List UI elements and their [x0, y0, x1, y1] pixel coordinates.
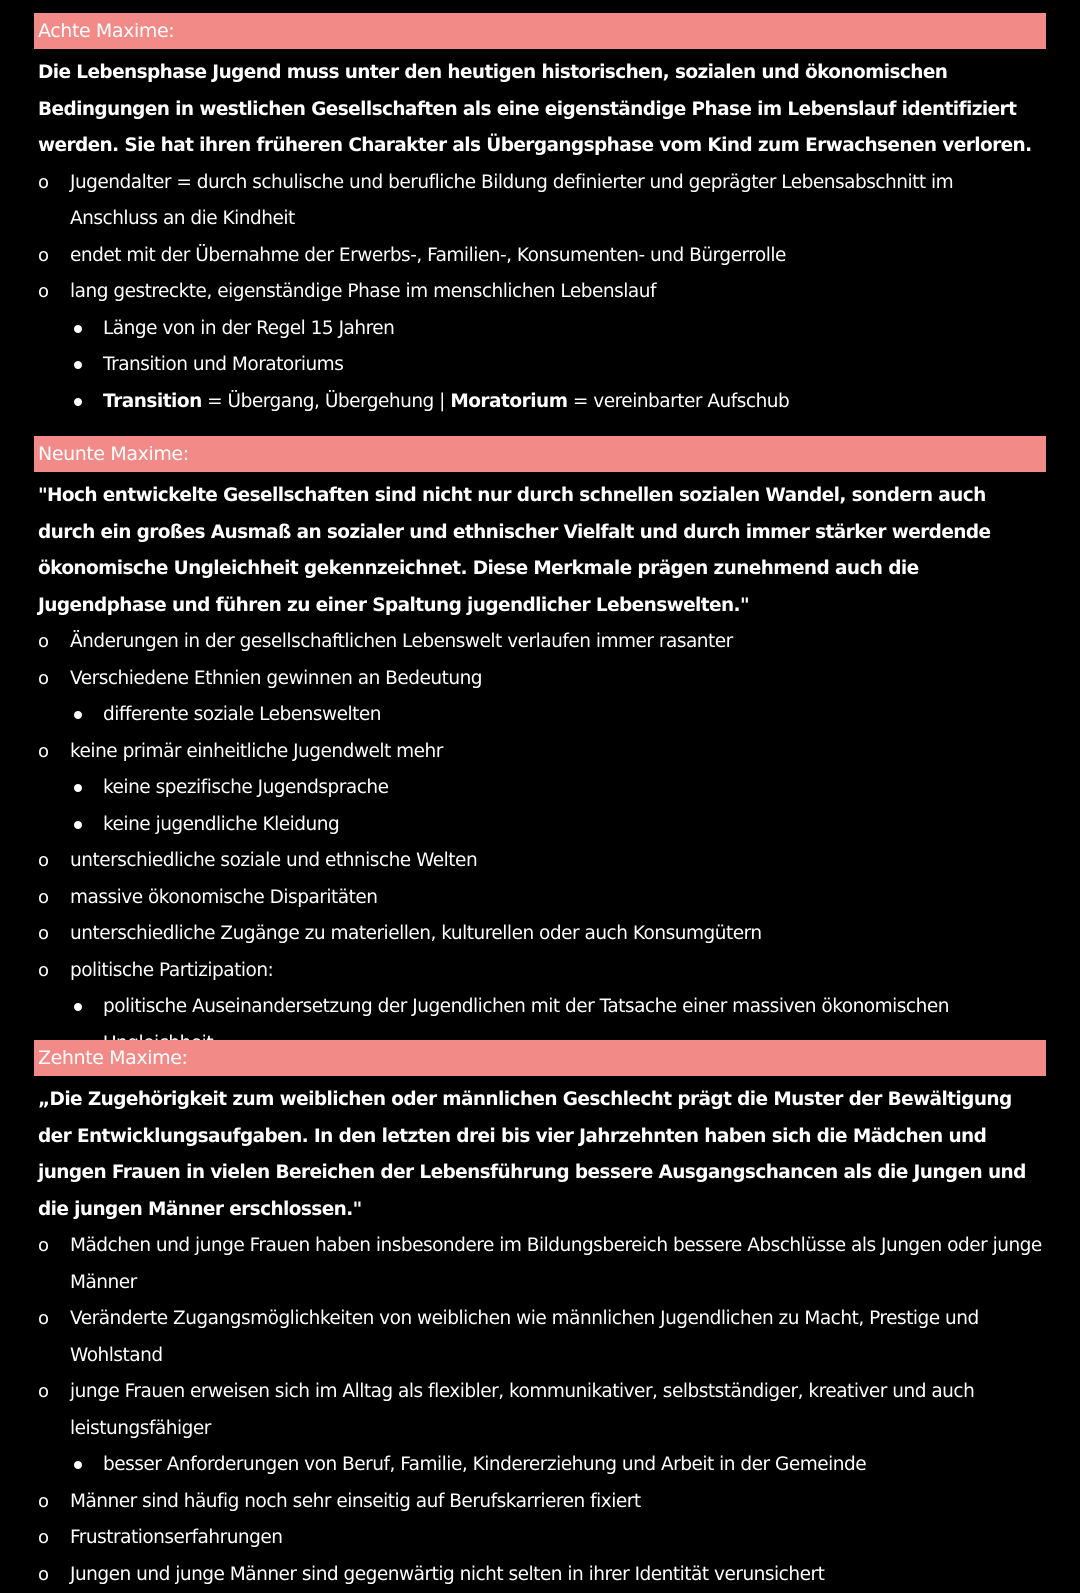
- sub-list-item: politische Auseinandersetzung der Jugendlichen mit der Tatsache einer massiven ökonomischen: [34, 989, 1046, 1062]
- section-header-bar: [34, 1040, 1046, 1076]
- section-header: Achte Maxime:: [38, 20, 174, 42]
- list-item: o Jungen und junge Männer sind gegenwärtig nicht selten in ihrer Identität verunsichert: [34, 1557, 1046, 1593]
- term-transition: Transition: [103, 391, 202, 412]
- bullet-list: [34, 165, 1046, 421]
- sub-list-item: Transition und Moratoriums: [34, 347, 1046, 384]
- sub-list-item: keine jugendliche Kleidung: [34, 807, 1046, 844]
- bullet-list: [34, 1228, 1046, 1593]
- list-item: o keine primär einheitliche Jugendwelt mehr: [34, 734, 1046, 771]
- bullet-list: [34, 624, 1046, 1062]
- list-item: o Veränderte Zugangsmöglichkeiten von weiblichen wie männlichen Jugendlichen zu Macht, Prestige und Wohlstand: [34, 1301, 1046, 1374]
- sub-list-item: Länge von in der Regel 15 Jahren: [34, 311, 1046, 348]
- sub-list-item: besser Anforderungen von Beruf, Familie, Kindererziehung und Arbeit in der Gemeinde: [34, 1447, 1046, 1484]
- definition-transition: = Übergang, Übergehung |: [202, 391, 451, 412]
- list-item: o unterschiedliche soziale und ethnische Welten: [34, 843, 1046, 880]
- list-item: o politische Partizipation:: [34, 953, 1046, 990]
- list-item: o Männer sind häufig noch sehr einseitig auf Berufskarrieren fixiert: [34, 1484, 1046, 1521]
- list-item: o lang gestreckte, eigenständige Phase im menschlichen Lebenslauf: [34, 274, 1046, 311]
- list-item: o Jugendalter = durch schulische und berufliche Bildung definierter und geprägter Lebensabschnitt im Anschluss an die Kindheit: [34, 165, 1046, 238]
- term-moratorium: Moratorium: [450, 391, 567, 412]
- section-header-bar: [34, 13, 1046, 49]
- definition-moratorium: = vereinbarter Aufschub: [568, 391, 790, 412]
- sub-list-item: keine spezifische Jugendsprache: [34, 770, 1046, 807]
- list-item: o junge Frauen erweisen sich im Alltag als flexibler, kommunikativer, selbstständiger, kreativer und auch leistungsfähiger: [34, 1374, 1046, 1447]
- list-item: o endet mit der Übernahme der Erwerbs-, Familien-, Konsumenten- und Bürgerrolle: [34, 238, 1046, 275]
- list-item: o Frustrationserfahrungen: [34, 1520, 1046, 1557]
- list-item: o massive ökonomische Disparitäten: [34, 880, 1046, 917]
- list-item: o Mädchen und junge Frauen haben insbesondere im Bildungsbereich bessere Abschlüsse als Jungen oder junge Männer: [34, 1228, 1046, 1301]
- section-header: Zehnte Maxime:: [38, 1047, 188, 1069]
- section-intro: "Hoch entwickelte Gesellschaften sind nicht nur durch schnellen sozialen Wandel, sondern auch durch ein großes Ausmaß an sozialer und ethnischer Vielfalt und durch immer stärker werdende ökonomische Ungleichheit gekennzeichnet. Diese Merkmale prägen zunehmend auch die Jugendphase und führen zu einer Spaltung jugendlicher Lebenswelten.": [38, 478, 1038, 624]
- section-header-bar: [34, 436, 1046, 472]
- section-achte-maxime: [34, 13, 1046, 420]
- list-item: o Änderungen in der gesellschaftlichen Lebenswelt verlaufen immer rasanter: [34, 624, 1046, 661]
- section-intro: Die Lebensphase Jugend muss unter den heutigen historischen, sozialen und ökonomischen Bedingungen in westlichen Gesellschaften als eine eigenständige Phase im Lebenslauf identifiziert werden. Sie hat ihren früheren Charakter als Übergangsphase vom Kind zum Erwachsenen verloren.: [38, 55, 1038, 165]
- section-neunte-maxime: [34, 436, 1046, 1062]
- section-header: Neunte Maxime:: [38, 443, 189, 465]
- list-item: o unterschiedliche Zugänge zu materiellen, kulturellen oder auch Konsumgütern: [34, 916, 1046, 953]
- section-zehnte-maxime: [34, 1040, 1046, 1593]
- sub-list-item: differente soziale Lebenswelten: [34, 697, 1046, 734]
- sub-list-item-definition: [34, 384, 1046, 421]
- section-intro: „Die Zugehörigkeit zum weiblichen oder männlichen Geschlecht prägt die Muster der Bewältigung der Entwicklungsaufgaben. In den letzten drei bis vier Jahrzehnten haben sich die Mädchen und jungen Frauen in vielen Bereichen der Lebensführung bessere Ausgangschancen als die Jungen und die jungen Männer erschlossen.": [38, 1082, 1038, 1228]
- list-item: o Verschiedene Ethnien gewinnen an Bedeutung: [34, 661, 1046, 698]
